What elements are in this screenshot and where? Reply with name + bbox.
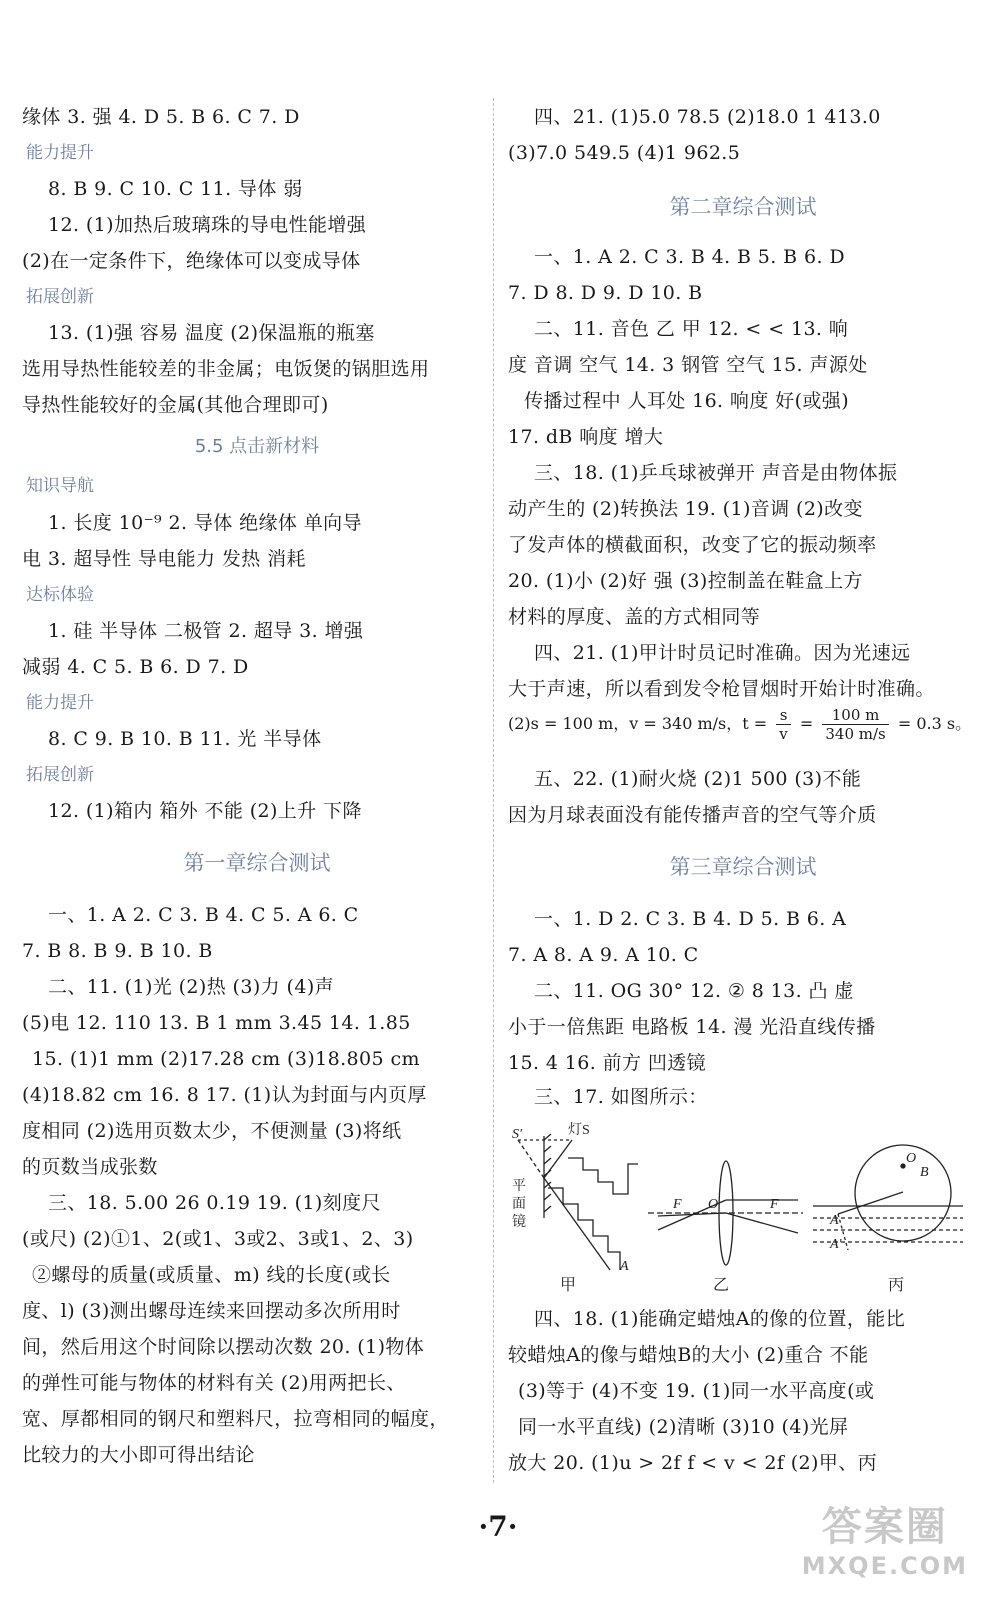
answer-line: 选用导热性能较差的非金属；电饭煲的锅胆选用: [22, 358, 430, 380]
answer-line: (或尺) (2)①1、2(或1、3或2、3或1、2、3): [22, 1228, 414, 1250]
chapter-title: 第二章综合测试: [669, 195, 817, 219]
answer-line: 小于一倍焦距 电路板 14. 漫 光沿直线传播: [508, 1016, 876, 1038]
answer-line: 材料的厚度、盖的方式相同等: [508, 606, 761, 628]
answer-line: 8. C 9. B 10. B 11. 光 半导体: [48, 728, 322, 750]
answer-line: 同一水平直线) (2)清晰 (3)10 (4)光屏: [518, 1416, 849, 1438]
answer-line: 度相同 (2)选用页数太少，不便测量 (3)将纸: [22, 1120, 402, 1142]
staircase-upper: [568, 1158, 638, 1194]
answer-line: 四、21. (1)甲计时员记时准确。因为光速远: [534, 642, 911, 664]
answer-line: 五、22. (1)耐火烧 (2)1 500 (3)不能: [534, 768, 862, 790]
mirror-hatch: [544, 1206, 551, 1212]
section-label: 达标体验: [26, 585, 94, 605]
label-o-ball: O: [906, 1151, 917, 1166]
answer-line: 一、1. A 2. C 3. B 4. C 5. A 6. C: [48, 904, 359, 926]
optics-diagrams: [508, 1118, 963, 1298]
label-s-prime: S': [512, 1127, 522, 1142]
answer-line: 了发声体的横截面积，改变了它的振动频率: [508, 534, 877, 556]
answer-line: 20. (1)小 (2)好 强 (3)控制盖在鞋盒上方: [508, 570, 863, 592]
answer-line: 电 3. 超导性 导电能力 发热 消耗: [22, 548, 306, 570]
center-point: [901, 1164, 905, 1168]
fraction-denominator: v: [779, 725, 788, 743]
answer-line: 15. 4 16. 前方 凹透镜: [508, 1052, 707, 1074]
answer-line: 7. A 8. A 9. A 10. C: [508, 944, 699, 966]
answer-line: 缘体 3. 强 4. D 5. B 6. C 7. D: [22, 106, 300, 128]
caption-yi: 乙: [713, 1275, 730, 1294]
answer-line: 较蜡烛A的像与蜡烛B的大小 (2)重合 不能: [508, 1344, 869, 1366]
answer-line: 比较力的大小即可得出结论: [22, 1444, 255, 1466]
answer-line: 大于声速，所以看到发令枪冒烟时开始计时准确。: [508, 678, 935, 700]
virtual-ray: [518, 1140, 544, 1178]
answer-line: 减弱 4. C 5. B 6. D 7. D: [22, 656, 249, 678]
fraction-numerator: s: [776, 706, 790, 725]
answer-line: 1. 长度 10⁻⁹ 2. 导体 绝缘体 单向导: [48, 512, 362, 534]
answer-line: (3)7.0 549.5 (4)1 962.5: [508, 142, 741, 164]
label-a: A: [620, 1259, 629, 1274]
answer-line: 的页数当成张数: [22, 1156, 158, 1178]
mirror-hatch: [544, 1158, 551, 1164]
formula-prefix: (2)s = 100 m，v = 340 m/s，t =: [508, 714, 768, 733]
label-mirror: 镜: [512, 1215, 526, 1230]
answer-line: 放大 20. (1)u > 2f f < v < 2f (2)甲、丙: [508, 1452, 878, 1474]
section-label: 能力提升: [26, 693, 94, 713]
chapter-title: 第三章综合测试: [669, 855, 817, 879]
answer-line: 传播过程中 人耳处 16. 响度 好(或强): [524, 390, 850, 412]
chapter-title: 5.5 点击新材料: [194, 436, 320, 457]
answer-line: 7. D 8. D 9. D 10. B: [508, 282, 703, 304]
section-label: 能力提升: [26, 143, 94, 163]
answer-line: 三、18. (1)乒乓球被弹开 声音是由物体振: [534, 462, 898, 484]
watermark-title: 答案圈: [821, 1504, 948, 1550]
label-o-lens: O: [708, 1197, 719, 1212]
answer-line: 动产生的 (2)转换法 19. (1)音调 (2)改变: [508, 498, 863, 520]
formula-suffix: = 0.3 s。: [897, 714, 972, 733]
answer-line: 因为月球表面没有能传播声音的空气等介质: [508, 804, 877, 826]
answer-line: 一、1. A 2. C 3. B 4. B 5. B 6. D: [534, 246, 845, 268]
answer-line: 二、11. 音色 乙 甲 12. < < 13. 响: [534, 318, 849, 340]
incident-ray: [544, 1140, 572, 1178]
formula-equals: =: [799, 714, 814, 733]
answer-line: 度 音调 空气 14. 3 钢管 空气 15. 声源处: [508, 354, 868, 376]
fraction-denominator: 340 m/s: [825, 725, 886, 743]
answer-line: 7. B 8. B 9. B 10. B: [22, 940, 213, 962]
section-label: 拓展创新: [26, 765, 94, 785]
answer-line: 二、11. (1)光 (2)热 (3)力 (4)声: [48, 976, 335, 998]
answer-line: 12. (1)加热后玻璃珠的导电性能增强: [48, 214, 367, 236]
mirror-hatch: [544, 1194, 551, 1200]
answer-line: 1. 硅 半导体 二极管 2. 超导 3. 增强: [48, 620, 364, 642]
watermark: [802, 1495, 968, 1580]
section-label: 拓展创新: [26, 287, 94, 307]
answer-line: 三、18. 5.00 26 0.19 19. (1)刻度尺: [48, 1192, 381, 1214]
watermark-url: MXQE.COM: [801, 1552, 968, 1580]
answer-line: 三、17. 如图所示：: [534, 1086, 708, 1108]
optics-figure: [508, 1118, 963, 1298]
answer-line: (5)电 12. 110 13. B 1 mm 3.45 14. 1.85: [22, 1012, 411, 1034]
speed-formula: [508, 706, 971, 743]
caption-bing: 丙: [888, 1275, 905, 1294]
label-a-ball: A: [830, 1213, 839, 1228]
mirror-hatch: [544, 1146, 551, 1152]
label-plane: 平: [512, 1179, 526, 1194]
staircase-lower: [548, 1188, 620, 1270]
label-f-left: F: [673, 1197, 682, 1212]
fraction-values: [822, 706, 888, 743]
reflected-ray: [544, 1178, 610, 1270]
answer-line: (2)在一定条件下，绝缘体可以变成导体: [22, 250, 361, 272]
answer-line: 二、11. OG 30° 12. ② 8 13. 凸 虚: [534, 980, 854, 1002]
label-lamp-s: 灯S: [568, 1123, 590, 1138]
answer-line: 8. B 9. C 10. C 11. 导体 弱: [48, 178, 303, 200]
answer-line: 的弹性可能与物体的材料有关 (2)用两把长、: [22, 1372, 406, 1394]
answer-line: 间，然后用这个时间除以摆动次数 20. (1)物体: [22, 1336, 425, 1358]
answer-line: 12. (1)箱内 箱外 不能 (2)上升 下降: [48, 800, 362, 822]
section-label: 知识导航: [26, 476, 94, 496]
column-divider: [493, 98, 494, 1483]
glass-ball: [855, 1145, 951, 1241]
answer-line: 13. (1)强 容易 温度 (2)保温瓶的瓶塞: [48, 322, 375, 344]
label-face: 面: [512, 1197, 526, 1212]
ball-ray: [838, 1192, 903, 1214]
chapter-title: 第一章综合测试: [183, 851, 331, 875]
answer-line: 度、l) (3)测出螺母连续来回摆动多次所用时: [22, 1300, 401, 1322]
mirror-hatch: [544, 1134, 551, 1140]
label-f-right: F: [770, 1197, 779, 1212]
answer-line: (4)18.82 cm 16. 8 17. (1)认为封面与内页厚: [22, 1084, 427, 1106]
answer-line: 17. dB 响度 增大: [508, 426, 664, 448]
answer-line: 导热性能较好的金属(其他合理即可): [22, 394, 329, 416]
answer-line: ②螺母的质量(或质量、m) 线的长度(或长: [32, 1264, 391, 1286]
label-b: B: [920, 1165, 929, 1180]
fraction-s-over-v: [776, 706, 790, 743]
answer-line: 宽、厚都相同的钢尺和塑料尺，拉弯相同的幅度，: [22, 1408, 449, 1430]
lens-ray-2-out: [726, 1213, 798, 1233]
answer-line: 四、21. (1)5.0 78.5 (2)18.0 1 413.0: [534, 106, 881, 128]
caption-jia: 甲: [560, 1275, 577, 1294]
answer-line: 一、1. D 2. C 3. B 4. D 5. B 6. A: [534, 908, 847, 930]
answer-line: (3)等于 (4)不变 19. (1)同一水平高度(或: [518, 1380, 875, 1402]
answer-line: 四、18. (1)能确定蜡烛A的像的位置，能比: [534, 1308, 906, 1330]
label-a-prime: A': [830, 1237, 842, 1252]
answer-line: 15. (1)1 mm (2)17.28 cm (3)18.805 cm: [32, 1048, 420, 1070]
fraction-numerator: 100 m: [822, 706, 888, 725]
page-number: ·7·: [478, 1510, 518, 1543]
